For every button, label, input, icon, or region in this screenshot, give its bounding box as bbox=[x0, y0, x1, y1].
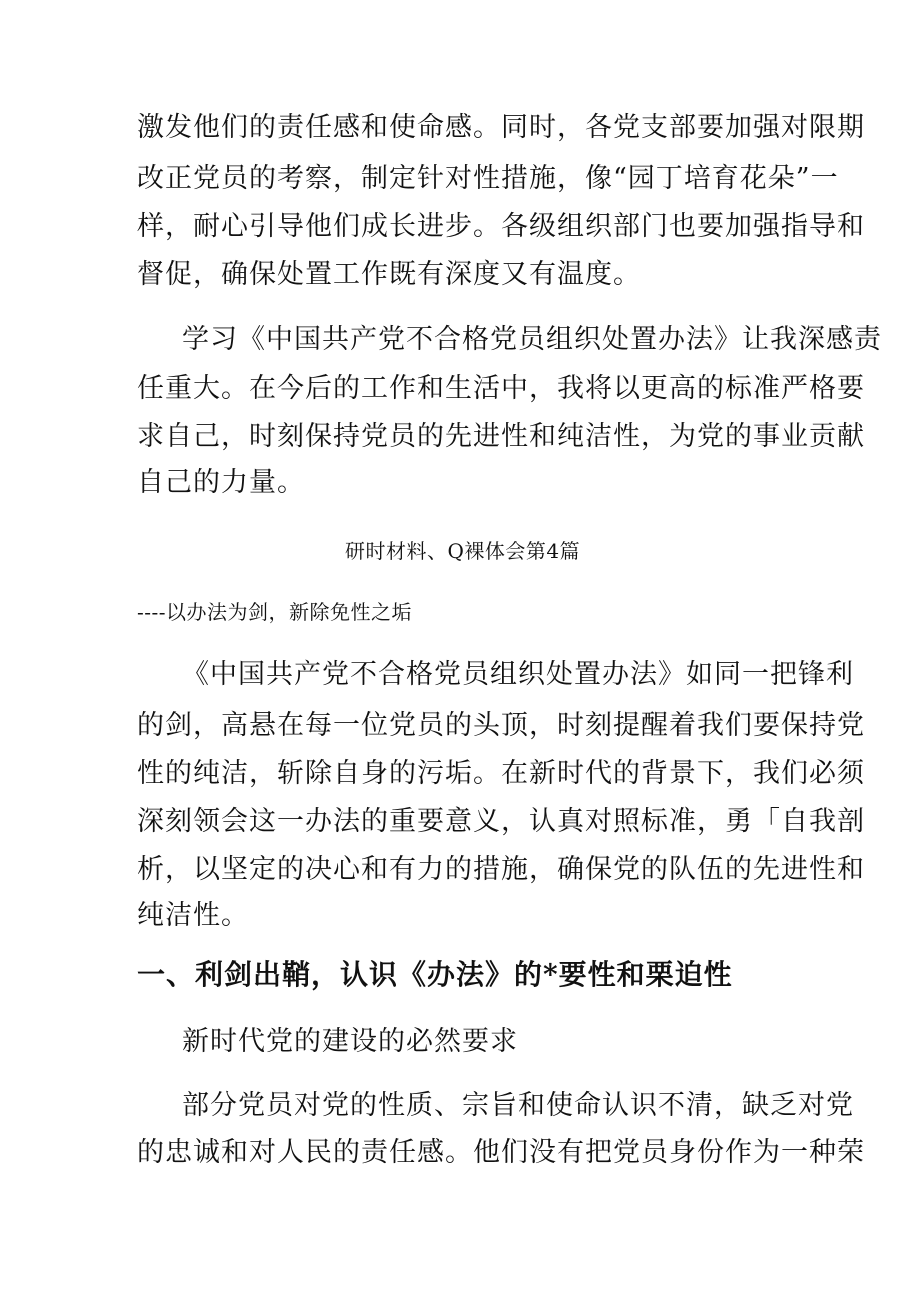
subsection-heading: 新时代党的建设的必然要求 bbox=[182, 1026, 518, 1057]
paragraph-line: 纯洁性。 bbox=[137, 900, 249, 931]
section-heading: 一、利剑出鞘，认识《办法》的*要性和栗迫性 bbox=[137, 958, 733, 991]
paragraph-line: 的忠诚和对人民的责任感。他们没有把党员身份作为一种荣 bbox=[137, 1137, 865, 1168]
paragraph-line: 《中国共产党不合格党员组织处置办法》如同一把锋利 bbox=[182, 659, 854, 690]
paragraph-line: 部分党员对党的性质、宗旨和使命认识不清，缺乏对党 bbox=[182, 1090, 854, 1121]
paragraph-line: 析，以坚定的决心和有力的措施，确保党的队伍的先进性和 bbox=[137, 854, 865, 885]
paragraph-line: 深刻领会这一办法的重要意义，认真对照标准，勇「自我剖 bbox=[137, 806, 865, 837]
paragraph-line: 督促，确保处置工作既有深度又有温度。 bbox=[137, 259, 641, 290]
article-subtitle: ----以办法为剑，新除免性之垢 bbox=[137, 600, 413, 624]
paragraph-line: 自己的力量。 bbox=[137, 467, 305, 498]
paragraph-line: 激发他们的责任感和使命感。同时，各党支部要加强对限期 bbox=[137, 112, 865, 143]
paragraph-line: 的剑，高悬在每一位党员的头顶，时刻提醒着我们要保持党 bbox=[137, 710, 865, 741]
paragraph-line: 任重大。在今后的工作和生活中，我将以更高的标准严格要 bbox=[137, 373, 865, 404]
paragraph-line: 性的纯洁，斩除自身的污垢。在新时代的背景下，我们必须 bbox=[137, 758, 865, 789]
article-title: 研时材料、Q裸体会第4篇 bbox=[345, 539, 581, 563]
paragraph-line: 求自己，时刻保持党员的先进性和纯洁性，为党的事业贡献 bbox=[137, 421, 865, 452]
paragraph-line: 学习《中国共产党不合格党员组织处置办法》让我深感责 bbox=[182, 324, 882, 355]
paragraph-line: 改正党员的考察，制定针对性措施，像“园丁培育花朵”一 bbox=[137, 163, 839, 194]
paragraph-line: 样，耐心引导他们成长进步。各级组织部门也要加强指导和 bbox=[137, 211, 865, 242]
